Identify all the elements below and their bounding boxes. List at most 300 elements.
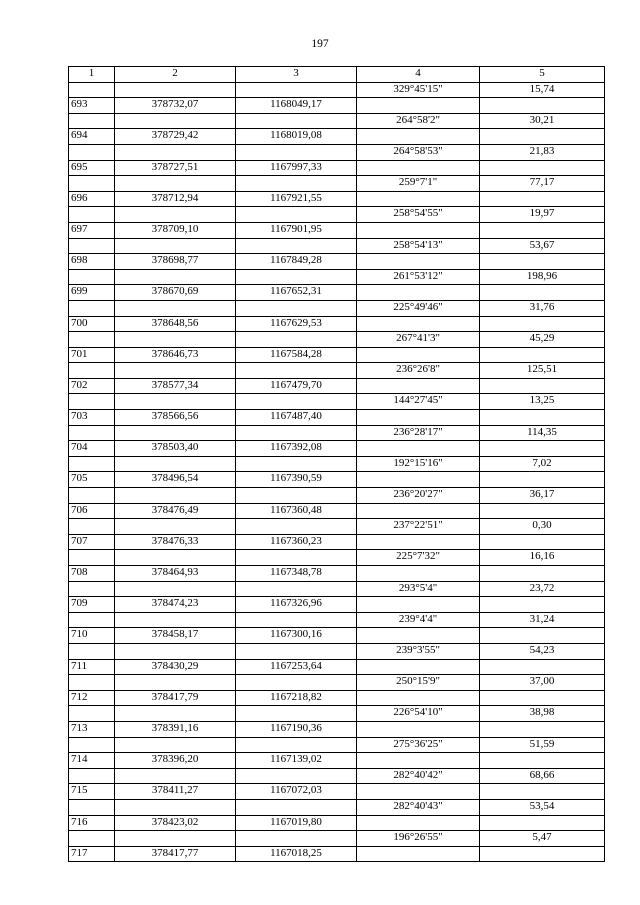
empty-cell: [236, 332, 357, 348]
y-coordinate: 1167849,28: [236, 254, 357, 270]
empty-cell: [115, 675, 236, 691]
y-coordinate: 1167348,78: [236, 566, 357, 582]
segment-row: [69, 300, 605, 316]
point-row: [69, 815, 605, 831]
empty-cell: [480, 98, 605, 114]
segment-row: [69, 269, 605, 285]
empty-cell: [357, 628, 480, 644]
y-coordinate: 1168019,08: [236, 129, 357, 145]
point-number: 693: [69, 98, 115, 114]
segment-length: 125,51: [480, 363, 605, 379]
empty-cell: [480, 129, 605, 145]
point-number: 709: [69, 597, 115, 613]
empty-cell: [69, 768, 115, 784]
empty-cell: [357, 846, 480, 862]
point-number: 699: [69, 285, 115, 301]
segment-length: 54,23: [480, 643, 605, 659]
point-row: [69, 784, 605, 800]
y-coordinate: 1167901,95: [236, 222, 357, 238]
empty-cell: [69, 300, 115, 316]
point-row: [69, 566, 605, 582]
y-coordinate: 1167392,08: [236, 441, 357, 457]
empty-cell: [115, 799, 236, 815]
empty-cell: [115, 519, 236, 535]
segment-row: [69, 831, 605, 847]
segment-length: 31,24: [480, 612, 605, 628]
empty-cell: [480, 254, 605, 270]
segment-length: 45,29: [480, 332, 605, 348]
empty-cell: [115, 207, 236, 223]
empty-cell: [69, 207, 115, 223]
segment-row: [69, 799, 605, 815]
empty-cell: [480, 378, 605, 394]
empty-cell: [357, 129, 480, 145]
point-row: [69, 690, 605, 706]
segment-length: 36,17: [480, 488, 605, 504]
y-coordinate: 1167253,64: [236, 659, 357, 675]
point-number: 716: [69, 815, 115, 831]
segment-length: 37,00: [480, 675, 605, 691]
empty-cell: [357, 659, 480, 675]
point-row: [69, 254, 605, 270]
empty-cell: [480, 410, 605, 426]
point-row: [69, 846, 605, 862]
point-row: [69, 98, 605, 114]
empty-cell: [115, 176, 236, 192]
empty-cell: [357, 222, 480, 238]
empty-cell: [480, 690, 605, 706]
empty-cell: [480, 846, 605, 862]
bearing-angle: 258°54'55": [357, 207, 480, 223]
empty-cell: [236, 456, 357, 472]
empty-cell: [236, 144, 357, 160]
empty-cell: [236, 706, 357, 722]
bearing-angle: 236°20'27": [357, 488, 480, 504]
segment-length: 0,30: [480, 519, 605, 535]
empty-cell: [480, 566, 605, 582]
point-row: [69, 753, 605, 769]
empty-cell: [480, 191, 605, 207]
empty-cell: [236, 394, 357, 410]
empty-cell: [69, 269, 115, 285]
point-number: 710: [69, 628, 115, 644]
segment-row: [69, 519, 605, 535]
bearing-angle: 261°53'12": [357, 269, 480, 285]
x-coordinate: 378464,93: [115, 566, 236, 582]
y-coordinate: 1167360,48: [236, 503, 357, 519]
empty-cell: [69, 519, 115, 535]
empty-cell: [480, 503, 605, 519]
empty-cell: [236, 643, 357, 659]
empty-cell: [480, 285, 605, 301]
bearing-angle: 237°22'51": [357, 519, 480, 535]
point-number: 701: [69, 347, 115, 363]
empty-cell: [236, 363, 357, 379]
x-coordinate: 378648,56: [115, 316, 236, 332]
point-number: 714: [69, 753, 115, 769]
x-coordinate: 378476,33: [115, 534, 236, 550]
bearing-angle: 226°54'10": [357, 706, 480, 722]
segment-row: [69, 550, 605, 566]
empty-cell: [480, 347, 605, 363]
empty-cell: [115, 831, 236, 847]
point-number: 707: [69, 534, 115, 550]
empty-cell: [480, 316, 605, 332]
point-number: 717: [69, 846, 115, 862]
x-coordinate: 378496,54: [115, 472, 236, 488]
empty-cell: [480, 753, 605, 769]
x-coordinate: 378411,27: [115, 784, 236, 800]
empty-cell: [69, 113, 115, 129]
y-coordinate: 1167190,36: [236, 721, 357, 737]
empty-cell: [357, 410, 480, 426]
segment-row: [69, 706, 605, 722]
empty-cell: [69, 706, 115, 722]
empty-cell: [357, 160, 480, 176]
empty-cell: [115, 768, 236, 784]
empty-cell: [357, 254, 480, 270]
point-row: [69, 129, 605, 145]
x-coordinate: 378417,77: [115, 846, 236, 862]
empty-cell: [236, 82, 357, 98]
empty-cell: [357, 597, 480, 613]
empty-cell: [236, 550, 357, 566]
empty-cell: [357, 566, 480, 582]
point-row: [69, 441, 605, 457]
x-coordinate: 378503,40: [115, 441, 236, 457]
empty-cell: [357, 503, 480, 519]
point-number: 698: [69, 254, 115, 270]
bearing-angle: 225°49'46": [357, 300, 480, 316]
bearing-angle: 144°27'45": [357, 394, 480, 410]
point-row: [69, 721, 605, 737]
column-header-4: 4: [357, 67, 480, 83]
empty-cell: [69, 144, 115, 160]
empty-cell: [236, 238, 357, 254]
x-coordinate: 378698,77: [115, 254, 236, 270]
y-coordinate: 1167584,28: [236, 347, 357, 363]
empty-cell: [115, 82, 236, 98]
empty-cell: [480, 815, 605, 831]
empty-cell: [236, 207, 357, 223]
empty-cell: [236, 519, 357, 535]
segment-length: 198,96: [480, 269, 605, 285]
empty-cell: [236, 831, 357, 847]
bearing-angle: 192°15'16": [357, 456, 480, 472]
empty-cell: [115, 269, 236, 285]
empty-cell: [357, 441, 480, 457]
segment-length: 38,98: [480, 706, 605, 722]
segment-length: 53,54: [480, 799, 605, 815]
segment-row: [69, 425, 605, 441]
bearing-angle: 267°41'3": [357, 332, 480, 348]
column-header-1: 1: [69, 67, 115, 83]
empty-cell: [357, 534, 480, 550]
point-row: [69, 347, 605, 363]
empty-cell: [69, 394, 115, 410]
segment-row: [69, 581, 605, 597]
segment-length: 77,17: [480, 176, 605, 192]
point-number: 702: [69, 378, 115, 394]
segment-row: [69, 643, 605, 659]
empty-cell: [115, 332, 236, 348]
empty-cell: [357, 721, 480, 737]
point-number: 697: [69, 222, 115, 238]
coordinates-table: [68, 66, 605, 862]
point-number: 711: [69, 659, 115, 675]
point-number: 713: [69, 721, 115, 737]
empty-cell: [69, 82, 115, 98]
segment-row: [69, 768, 605, 784]
empty-cell: [480, 534, 605, 550]
y-coordinate: 1167479,70: [236, 378, 357, 394]
empty-cell: [357, 378, 480, 394]
empty-cell: [236, 581, 357, 597]
y-coordinate: 1167997,33: [236, 160, 357, 176]
y-coordinate: 1167652,31: [236, 285, 357, 301]
empty-cell: [357, 316, 480, 332]
segment-row: [69, 332, 605, 348]
x-coordinate: 378396,20: [115, 753, 236, 769]
bearing-angle: 275°36'25": [357, 737, 480, 753]
segment-row: [69, 394, 605, 410]
empty-cell: [480, 472, 605, 488]
point-row: [69, 316, 605, 332]
empty-cell: [357, 753, 480, 769]
empty-cell: [480, 441, 605, 457]
empty-cell: [480, 784, 605, 800]
bearing-angle: 236°26'8": [357, 363, 480, 379]
column-header-3: 3: [236, 67, 357, 83]
empty-cell: [236, 612, 357, 628]
point-row: [69, 191, 605, 207]
point-number: 700: [69, 316, 115, 332]
empty-cell: [69, 550, 115, 566]
empty-cell: [115, 238, 236, 254]
empty-cell: [69, 799, 115, 815]
point-number: 706: [69, 503, 115, 519]
empty-cell: [69, 456, 115, 472]
y-coordinate: 1167072,03: [236, 784, 357, 800]
segment-length: 114,35: [480, 425, 605, 441]
bearing-angle: 282°40'42": [357, 768, 480, 784]
segment-row: [69, 113, 605, 129]
empty-cell: [69, 737, 115, 753]
segment-length: 68,66: [480, 768, 605, 784]
empty-cell: [236, 269, 357, 285]
empty-cell: [115, 488, 236, 504]
segment-row: [69, 144, 605, 160]
segment-row: [69, 488, 605, 504]
empty-cell: [357, 784, 480, 800]
segment-row: [69, 456, 605, 472]
point-row: [69, 503, 605, 519]
segment-row: [69, 176, 605, 192]
page-number: 197: [311, 38, 329, 50]
point-row: [69, 472, 605, 488]
segment-length: 53,67: [480, 238, 605, 254]
point-number: 704: [69, 441, 115, 457]
point-row: [69, 534, 605, 550]
empty-cell: [115, 612, 236, 628]
empty-cell: [357, 347, 480, 363]
segment-row: [69, 363, 605, 379]
segment-row: [69, 207, 605, 223]
x-coordinate: 378709,10: [115, 222, 236, 238]
point-row: [69, 659, 605, 675]
empty-cell: [480, 222, 605, 238]
point-row: [69, 285, 605, 301]
segment-length: 21,83: [480, 144, 605, 160]
segment-row: [69, 238, 605, 254]
point-number: 712: [69, 690, 115, 706]
empty-cell: [115, 144, 236, 160]
segment-length: 13,25: [480, 394, 605, 410]
bearing-angle: 239°4'4": [357, 612, 480, 628]
empty-cell: [236, 768, 357, 784]
point-number: 694: [69, 129, 115, 145]
point-row: [69, 378, 605, 394]
y-coordinate: 1167018,25: [236, 846, 357, 862]
y-coordinate: 1167326,96: [236, 597, 357, 613]
empty-cell: [69, 831, 115, 847]
empty-cell: [480, 721, 605, 737]
empty-cell: [115, 737, 236, 753]
x-coordinate: 378430,29: [115, 659, 236, 675]
bearing-angle: 259°7'1": [357, 176, 480, 192]
table-header-row: [69, 67, 605, 83]
empty-cell: [236, 799, 357, 815]
point-number: 708: [69, 566, 115, 582]
empty-cell: [480, 659, 605, 675]
point-number: 715: [69, 784, 115, 800]
x-coordinate: 378423,02: [115, 815, 236, 831]
segment-length: 19,97: [480, 207, 605, 223]
y-coordinate: 1167139,02: [236, 753, 357, 769]
segment-length: 5,47: [480, 831, 605, 847]
empty-cell: [115, 550, 236, 566]
y-coordinate: 1167360,23: [236, 534, 357, 550]
empty-cell: [115, 394, 236, 410]
empty-cell: [115, 581, 236, 597]
bearing-angle: 236°28'17": [357, 425, 480, 441]
empty-cell: [480, 160, 605, 176]
empty-cell: [69, 238, 115, 254]
segment-row: [69, 675, 605, 691]
x-coordinate: 378458,17: [115, 628, 236, 644]
segment-row: [69, 82, 605, 98]
x-coordinate: 378417,79: [115, 690, 236, 706]
empty-cell: [236, 675, 357, 691]
y-coordinate: 1167300,16: [236, 628, 357, 644]
segment-length: 51,59: [480, 737, 605, 753]
empty-cell: [357, 285, 480, 301]
bearing-angle: 329°45'15": [357, 82, 480, 98]
empty-cell: [69, 363, 115, 379]
segment-length: 23,72: [480, 581, 605, 597]
point-number: 703: [69, 410, 115, 426]
empty-cell: [357, 690, 480, 706]
empty-cell: [115, 706, 236, 722]
y-coordinate: 1167629,53: [236, 316, 357, 332]
point-row: [69, 628, 605, 644]
x-coordinate: 378727,51: [115, 160, 236, 176]
x-coordinate: 378391,16: [115, 721, 236, 737]
x-coordinate: 378646,73: [115, 347, 236, 363]
point-row: [69, 597, 605, 613]
bearing-angle: 264°58'2": [357, 113, 480, 129]
segment-length: 7,02: [480, 456, 605, 472]
empty-cell: [236, 737, 357, 753]
point-row: [69, 160, 605, 176]
x-coordinate: 378732,07: [115, 98, 236, 114]
empty-cell: [236, 176, 357, 192]
empty-cell: [69, 675, 115, 691]
y-coordinate: 1168049,17: [236, 98, 357, 114]
empty-cell: [69, 332, 115, 348]
segment-length: 30,21: [480, 113, 605, 129]
y-coordinate: 1167921,55: [236, 191, 357, 207]
y-coordinate: 1167019,80: [236, 815, 357, 831]
empty-cell: [69, 612, 115, 628]
empty-cell: [357, 815, 480, 831]
x-coordinate: 378566,56: [115, 410, 236, 426]
segment-row: [69, 737, 605, 753]
bearing-angle: 225°7'32": [357, 550, 480, 566]
empty-cell: [236, 425, 357, 441]
bearing-angle: 282°40'43": [357, 799, 480, 815]
empty-cell: [69, 581, 115, 597]
x-coordinate: 378476,49: [115, 503, 236, 519]
x-coordinate: 378729,42: [115, 129, 236, 145]
empty-cell: [236, 488, 357, 504]
empty-cell: [115, 113, 236, 129]
y-coordinate: 1167390,59: [236, 472, 357, 488]
bearing-angle: 239°3'55": [357, 643, 480, 659]
column-header-5: 5: [480, 67, 605, 83]
bearing-angle: 250°15'9": [357, 675, 480, 691]
empty-cell: [69, 425, 115, 441]
bearing-angle: 196°26'55": [357, 831, 480, 847]
empty-cell: [480, 597, 605, 613]
empty-cell: [69, 643, 115, 659]
point-number: 705: [69, 472, 115, 488]
x-coordinate: 378712,94: [115, 191, 236, 207]
bearing-angle: 258°54'13": [357, 238, 480, 254]
empty-cell: [357, 98, 480, 114]
bearing-angle: 264°58'53": [357, 144, 480, 160]
segment-length: 16,16: [480, 550, 605, 566]
bearing-angle: 293°5'4": [357, 581, 480, 597]
empty-cell: [236, 113, 357, 129]
empty-cell: [357, 472, 480, 488]
x-coordinate: 378670,69: [115, 285, 236, 301]
empty-cell: [236, 300, 357, 316]
empty-cell: [115, 643, 236, 659]
column-header-2: 2: [115, 67, 236, 83]
empty-cell: [115, 456, 236, 472]
empty-cell: [69, 488, 115, 504]
point-row: [69, 410, 605, 426]
empty-cell: [357, 191, 480, 207]
point-row: [69, 222, 605, 238]
y-coordinate: 1167218,82: [236, 690, 357, 706]
point-number: 696: [69, 191, 115, 207]
empty-cell: [480, 628, 605, 644]
empty-cell: [115, 300, 236, 316]
y-coordinate: 1167487,40: [236, 410, 357, 426]
segment-row: [69, 612, 605, 628]
